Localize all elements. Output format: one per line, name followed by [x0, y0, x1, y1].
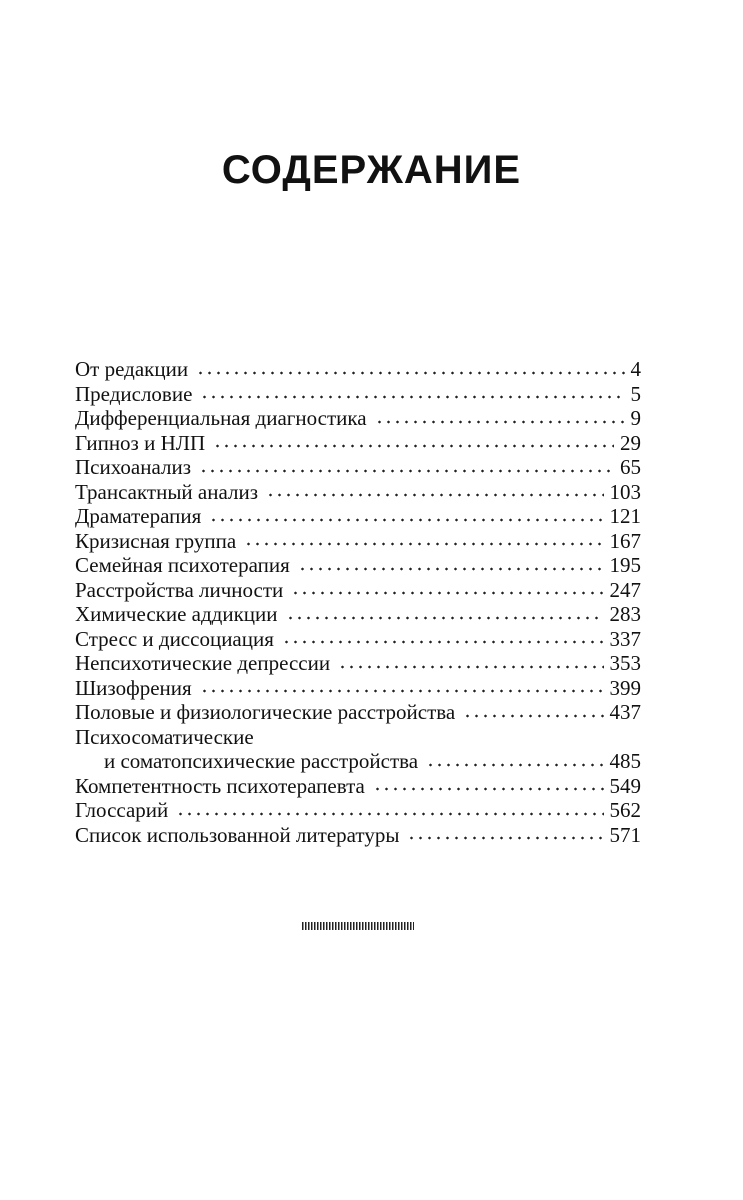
toc-entry-title: Трансактный анализ: [75, 479, 259, 504]
toc-entry-page: 283: [609, 602, 641, 626]
dot-leader: [244, 541, 603, 547]
toc-entry-page: 399: [609, 675, 641, 700]
toc-entry: [75, 798, 641, 823]
dot-leader: [298, 566, 604, 572]
toc-entry: [75, 529, 641, 554]
dot-leader: [176, 811, 603, 817]
toc-entry: [75, 480, 641, 505]
toc-entry-title: Непсихотические депрессии: [75, 651, 331, 675]
toc-entry: [75, 700, 641, 725]
toc-entry-page: 353: [609, 651, 641, 675]
toc-entry-title: Психоанализ: [75, 455, 192, 479]
dot-leader: [375, 419, 625, 425]
dot-leader: [286, 615, 604, 621]
dot-leader: [199, 468, 614, 474]
toc-entry-page: 29: [620, 430, 641, 455]
toc-entry-page: 571: [609, 822, 641, 847]
toc-entry-title: Химические аддикции: [75, 602, 278, 626]
toc-entry-title: Шизофрения: [75, 675, 192, 700]
dot-leader: [463, 713, 603, 719]
toc-entry: [75, 357, 641, 382]
toc-entry-title: От редакции: [75, 357, 189, 381]
dot-leader: [200, 394, 624, 400]
toc-entry-page: 247: [609, 577, 641, 602]
toc-entry: [75, 578, 641, 603]
toc-entry-title: Психосоматические: [75, 724, 254, 749]
toc-entry-title: Компетентность психотерапевта: [75, 773, 365, 798]
toc-entry: [75, 382, 641, 407]
toc-entry: [75, 406, 641, 431]
toc-entry-page: 167: [609, 528, 641, 553]
toc-entry-page: 103: [609, 479, 641, 504]
toc-entry-page: 437: [609, 700, 641, 724]
toc-entry-title-continuation: и соматопсихические расстройства: [104, 749, 419, 773]
toc-entry-title: Семейная психотерапия: [75, 553, 290, 577]
dot-leader: [373, 786, 604, 792]
toc-entry-page: 65: [620, 455, 641, 479]
dot-leader: [266, 492, 603, 498]
toc-entry-title: Список использованной литературы: [75, 822, 400, 847]
toc-entry: [75, 774, 641, 799]
toc-entry-page: 5: [630, 381, 641, 406]
dot-leader: [196, 370, 624, 376]
toc-entry: [75, 431, 641, 456]
page-title: СОДЕРЖАНИЕ: [221, 148, 522, 192]
toc-entry-page: 195: [609, 553, 641, 577]
toc-entry-first-line: [75, 725, 641, 750]
toc-entry: [75, 553, 641, 578]
toc-entry: [75, 651, 641, 676]
toc-entry-page: 121: [609, 504, 641, 528]
toc-entry-title: Кризисная группа: [75, 528, 237, 553]
toc-entry-title: Предисловие: [75, 381, 193, 406]
decorative-divider: [302, 922, 414, 930]
dot-leader: [213, 443, 614, 449]
dot-leader: [426, 762, 603, 768]
dot-leader: [209, 517, 603, 523]
toc-entry-title: Расстройства личности: [75, 577, 284, 602]
toc-entry: [75, 455, 641, 480]
toc-entry-title: Дифференциальная диагностика: [75, 406, 367, 430]
dot-leader: [282, 639, 604, 645]
dot-leader: [338, 664, 603, 670]
toc-entry-page: 485: [609, 749, 641, 773]
dot-leader: [407, 835, 603, 841]
toc-entry: [75, 504, 641, 529]
toc-entry-page: 9: [630, 406, 641, 430]
toc-entry: [75, 602, 641, 627]
table-of-contents: [75, 357, 641, 847]
toc-entry: [75, 627, 641, 652]
toc-entry-title: Стресс и диссоциация: [75, 626, 274, 651]
toc-entry-page: 337: [609, 626, 641, 651]
toc-entry-page: 562: [609, 798, 641, 822]
dot-leader: [291, 590, 603, 596]
toc-entry: [75, 823, 641, 848]
toc-entry-title: Половые и физиологические расстройства: [75, 700, 456, 724]
toc-entry: [75, 749, 641, 774]
toc-entry-title: Глоссарий: [75, 798, 169, 822]
toc-entry-page: 4: [630, 357, 641, 381]
toc-entry-title: Гипноз и НЛП: [75, 430, 206, 455]
toc-entry-page: 549: [609, 773, 641, 798]
toc-entry-title: Драматерапия: [75, 504, 202, 528]
toc-entry: [75, 676, 641, 701]
dot-leader: [200, 688, 604, 694]
